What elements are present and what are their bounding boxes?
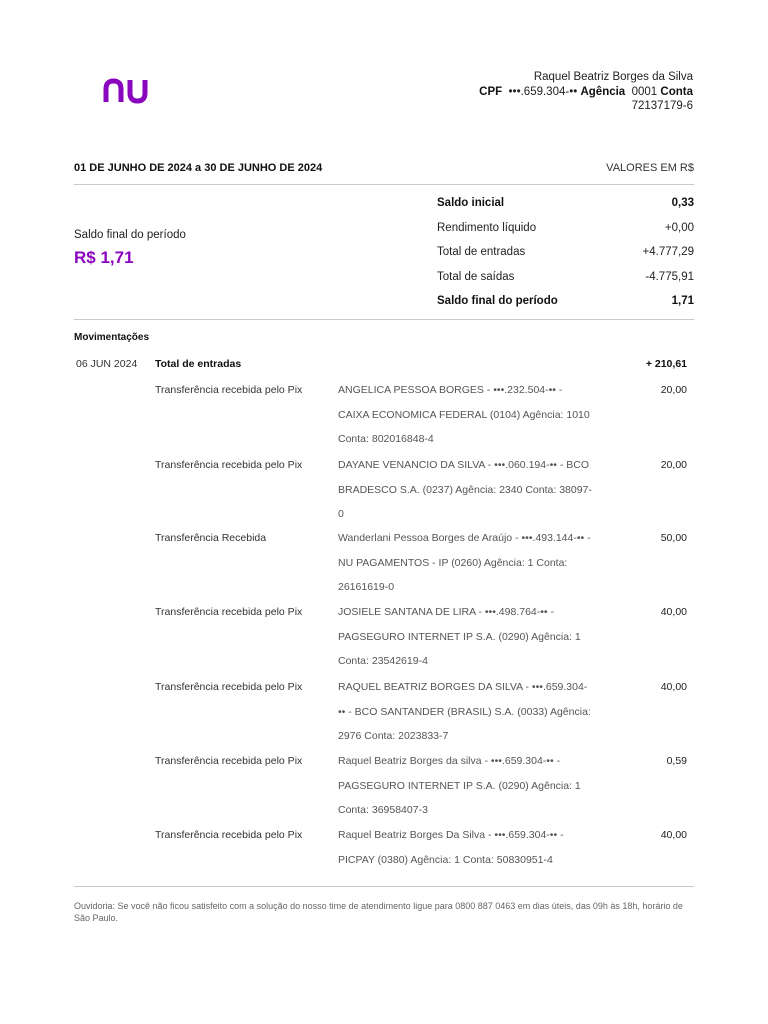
transaction-value: 20,00 bbox=[660, 384, 687, 396]
movement-date: 06 JUN 2024 bbox=[76, 358, 138, 370]
summary-row bbox=[437, 217, 694, 242]
transaction-description: RAQUEL BEATRIZ BORGES DA SILVA - •••.659.304-•• - BCO SANTANDER (BRASIL) S.A. (0033) Agência: 2976 Conta: 2023833-7 bbox=[338, 681, 591, 743]
period-header bbox=[74, 162, 694, 185]
divider bbox=[74, 319, 694, 320]
transaction-row bbox=[74, 532, 694, 606]
customer-docs bbox=[479, 85, 693, 100]
transaction-description: DAYANE VENANCIO DA SILVA - •••.060.194-•• - BCO BRADESCO S.A. (0237) Agência: 2340 Conta: 38097-0 bbox=[338, 459, 592, 521]
final-balance-value: R$ 1,71 bbox=[74, 248, 134, 267]
customer-info bbox=[479, 70, 693, 114]
transaction-row bbox=[74, 606, 694, 680]
summary-row bbox=[437, 192, 694, 217]
conta-value: 72137179-6 bbox=[631, 100, 693, 112]
transaction-row bbox=[74, 681, 694, 755]
summary-value: +4.777,29 bbox=[642, 246, 694, 258]
group-total: + 210,61 bbox=[645, 358, 687, 370]
nubank-logo bbox=[103, 78, 149, 104]
summary-label: Saldo inicial bbox=[437, 197, 505, 209]
transaction-row bbox=[74, 829, 694, 903]
summary-row bbox=[437, 241, 694, 266]
transaction-value: 40,00 bbox=[660, 829, 687, 841]
transaction-description: Wanderlani Pessoa Borges de Araújo - •••.493.144-•• - NU PAGAMENTOS - IP (0260) Agência: 1 Conta: 26161619-0 bbox=[338, 532, 591, 594]
transaction-type: Transferência recebida pelo Pix bbox=[155, 755, 303, 767]
agencia-value: 0001 bbox=[631, 85, 658, 98]
transaction-value: 0,59 bbox=[666, 755, 687, 767]
transaction-value: 20,00 bbox=[660, 459, 687, 471]
transaction-value: 40,00 bbox=[660, 681, 687, 693]
balance-summary bbox=[437, 192, 694, 315]
summary-value: 1,71 bbox=[671, 295, 694, 307]
summary-label: Rendimento líquido bbox=[437, 221, 537, 234]
transaction-value: 40,00 bbox=[660, 606, 687, 618]
summary-label: Total de entradas bbox=[437, 246, 526, 258]
cpf-value: •••.659.304-•• bbox=[508, 85, 578, 98]
transaction-type: Transferência Recebida bbox=[155, 532, 267, 544]
transaction-type: Transferência recebida pelo Pix bbox=[155, 681, 303, 693]
transaction-description: Raquel Beatriz Borges Da Silva - •••.659.304-•• - PICPAY (0380) Agência: 1 Conta: 50830951-4 bbox=[338, 829, 564, 866]
summary-label: Saldo final do período bbox=[437, 295, 558, 307]
transaction-type: Transferência recebida pelo Pix bbox=[155, 384, 303, 396]
transaction-row bbox=[74, 384, 694, 458]
currency-note: VALORES EM R$ bbox=[606, 162, 694, 174]
transaction-description: JOSIELE SANTANA DE LIRA - •••.498.764-•• - PAGSEGURO INTERNET IP S.A. (0290) Agência: 1 Conta: 23542619-4 bbox=[338, 606, 581, 668]
transaction-row bbox=[74, 755, 694, 829]
transaction-type: Transferência recebida pelo Pix bbox=[155, 606, 303, 618]
ombudsman-footer: Ouvidoria: Se você não ficou satisfeito com a solução do nosso time de atendimento ligue para 0800 887 0463 em dias úteis, das 09h às 18h, horário de São Paulo. bbox=[74, 901, 683, 923]
transaction-row bbox=[74, 459, 694, 533]
movements-day-header bbox=[74, 358, 694, 376]
summary-value: 0,33 bbox=[671, 197, 694, 209]
transaction-type: Transferência recebida pelo Pix bbox=[155, 459, 303, 471]
transaction-type: Transferência recebida pelo Pix bbox=[155, 829, 303, 841]
conta-label: Conta bbox=[660, 85, 693, 98]
group-label: Total de entradas bbox=[155, 358, 242, 370]
transaction-description: Raquel Beatriz Borges da silva - •••.659.304-•• - PAGSEGURO INTERNET IP S.A. (0290) Agência: 1 Conta: 36958407-3 bbox=[338, 755, 581, 817]
period-title: 01 DE JUNHO DE 2024 a 30 DE JUNHO DE 2024 bbox=[74, 162, 323, 174]
transaction-description: ANGELICA PESSOA BORGES - •••.232.504-•• - CAIXA ECONOMICA FEDERAL (0104) Agência: 1010 Conta: 802016848-4 bbox=[338, 384, 590, 446]
cpf-label: CPF bbox=[479, 85, 503, 98]
transaction-value: 50,00 bbox=[660, 532, 687, 544]
movements-title: Movimentações bbox=[74, 332, 150, 343]
summary-value: +0,00 bbox=[664, 221, 694, 234]
agencia-label: Agência bbox=[580, 85, 626, 98]
final-balance-label: Saldo final do período bbox=[74, 229, 186, 241]
summary-row bbox=[437, 266, 694, 291]
divider bbox=[74, 886, 694, 887]
summary-value: -4.775,91 bbox=[645, 270, 694, 283]
summary-row bbox=[437, 290, 694, 315]
summary-label: Total de saídas bbox=[437, 270, 515, 283]
customer-name: Raquel Beatriz Borges da Silva bbox=[533, 71, 693, 83]
